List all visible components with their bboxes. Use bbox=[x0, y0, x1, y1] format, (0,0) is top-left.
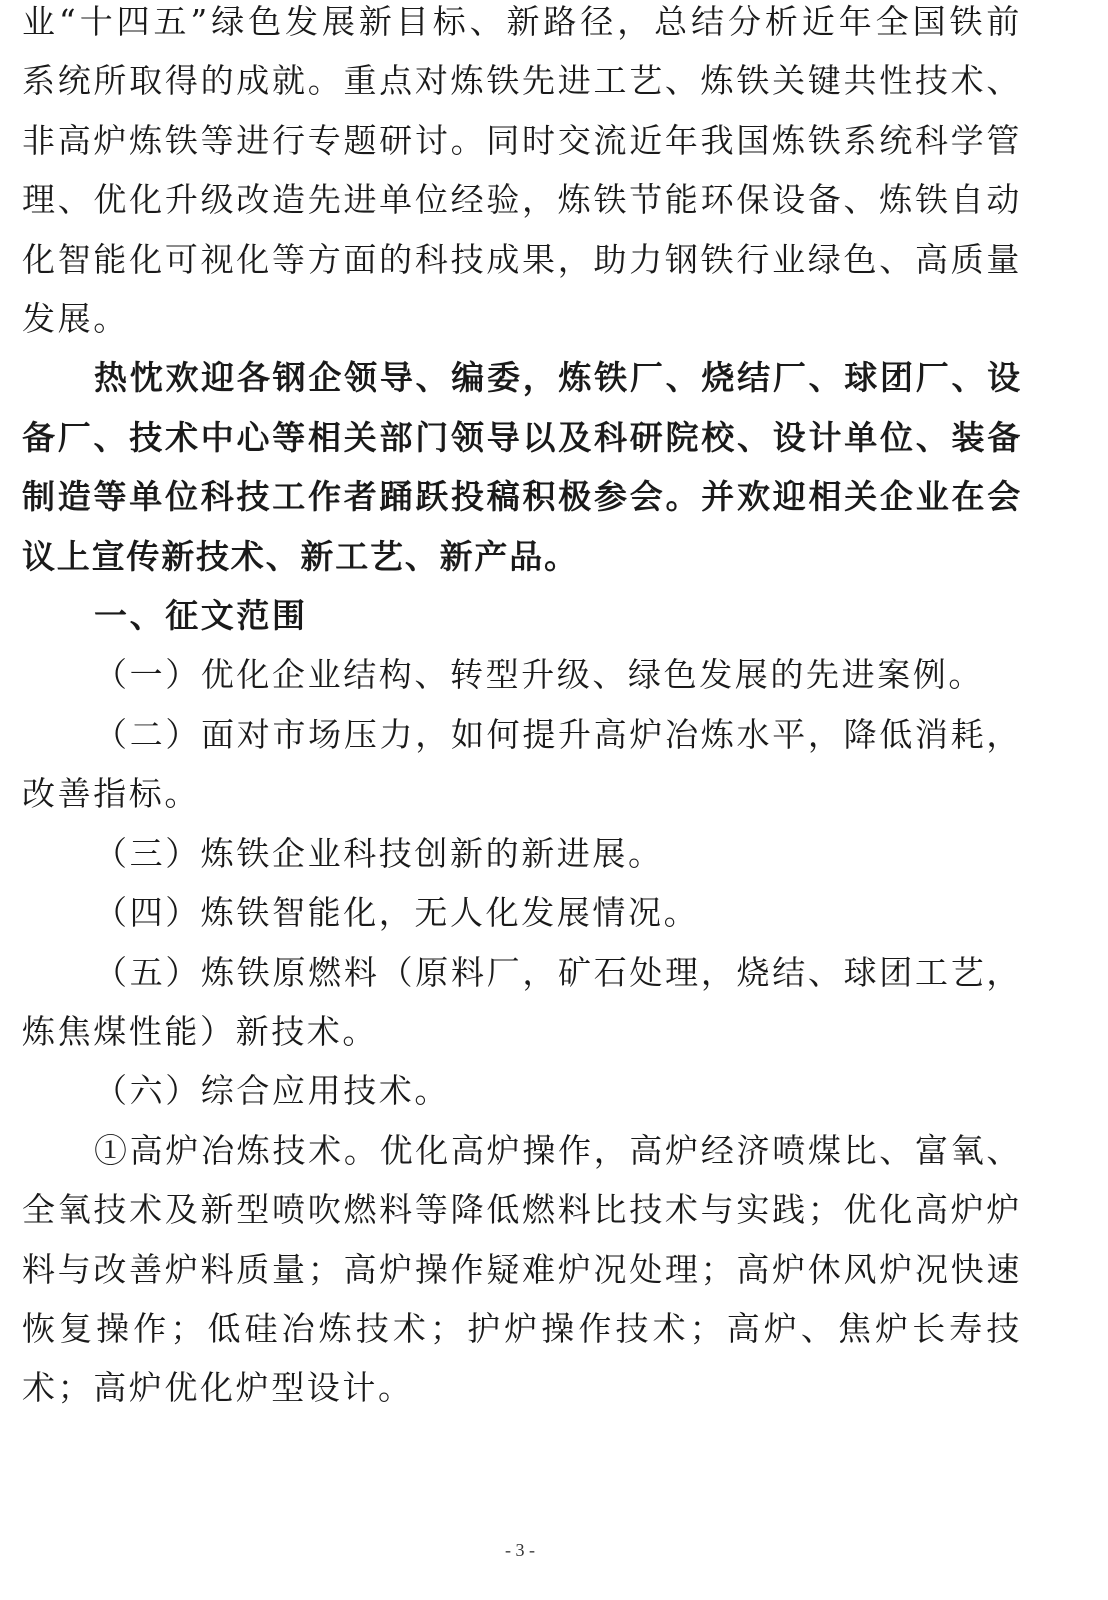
paragraph-welcome: 热忱欢迎各钢企领导、编委，炼铁厂、烧结厂、球团厂、设备厂、技术中心等相关部门领导以及科研院校、设计单位、装备制造等单位科技工作者踊跃投稿积极参会。并欢迎相关企业在会议上宣传新技术、新工艺、新产品。 bbox=[22, 358, 1022, 576]
section-heading: 一、征文范围 bbox=[94, 596, 308, 636]
list-item: （三）炼铁企业科技创新的新进展。 bbox=[94, 833, 664, 873]
page-number: - 3 - bbox=[505, 1540, 535, 1560]
list-item: （六）综合应用技术。 bbox=[94, 1071, 450, 1111]
list-item: （一）优化企业结构、转型升级、绿色发展的先进案例。 bbox=[94, 655, 984, 695]
list-item: （二）面对市场压力，如何提升高炉冶炼水平，降低消耗，改善指标。 bbox=[22, 714, 1022, 814]
list-item: ①高炉冶炼技术。优化高炉操作，高炉经济喷煤比、富氧、全氧技术及新型喷吹燃料等降低燃料比技术与实践；优化高炉炉料与改善炉料质量；高炉操作疑难炉况处理；高炉休风炉况快速恢复操作；低硅冶炼技术；护炉操作技术；高炉、焦炉长寿技术；高炉优化炉型设计。 bbox=[22, 1130, 1022, 1408]
list-item: （四）炼铁智能化，无人化发展情况。 bbox=[94, 893, 700, 933]
paragraph-intro: 业“十四五”绿色发展新目标、新路径，总结分析近年全国铁前系统所取得的成就。重点对炼铁先进工艺、炼铁关键共性技术、非高炉炼铁等进行专题研讨。同时交流近年我国炼铁系统科学管理、优化升级改造先进单位经验，炼铁节能环保设备、炼铁自动化智能化可视化等方面的科技成果，助力钢铁行业绿色、高质量发展。 bbox=[22, 2, 1022, 339]
document-body bbox=[22, 0, 1022, 1418]
list-item: （五）炼铁原燃料（原料厂，矿石处理，烧结、球团工艺，炼焦煤性能）新技术。 bbox=[22, 952, 1022, 1051]
